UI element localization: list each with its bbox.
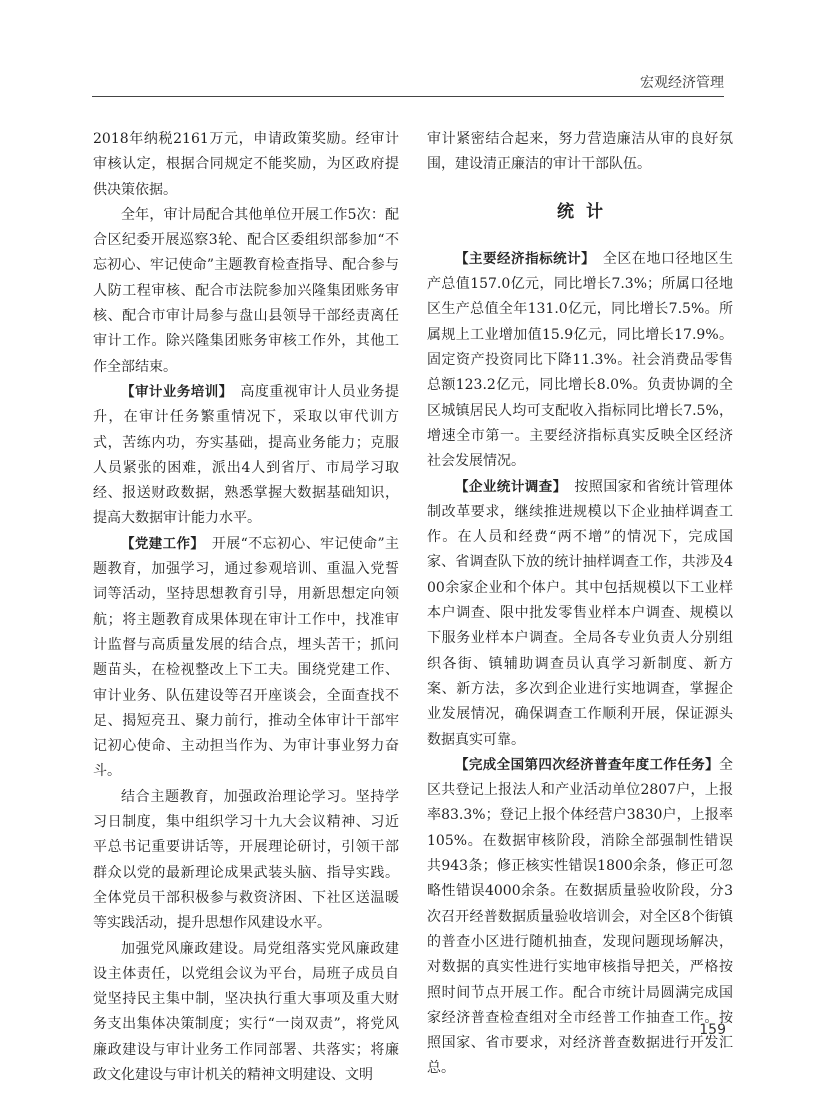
paragraph-text: 全区在地口径地区生产总值157.0亿元，同比增长7.3%；所属口径地区生产总值全年131.0亿元，同比增长7.5%。所属规上工业增加值15.9亿元，同比增长17.9%。固定资产投资同比下降11.3%。社会消费品零售总额123.2亿元，同比增长8.0%。负责协调的全区城镇居民人均可支配收入指标同比增长7.5%，增速全市第一。主要经济指标真实反映全区经济社会发展情况。 — [427, 250, 734, 470]
paragraph-text: 全区共登记上报法人和产业活动单位2807户，上报率83.3%；登记上报个体经营户3830户，上报率105%。在数据审核阶段，消除全部强制性错误共943条；修正核实性错误1800余条，修正可忽略性错误4000余条。在数据质量验收阶段，分3次召开经普数据质量验收培训会，对全区8个街镇的普查小区进行随机抽查，发现问题现场解决，对数据的真实性进行实地审核指导把关，严格按照时间节点开展工作。配合市统计局圆满完成国家经济普查检查组对全市经普工作抽查工作。按照国家、省市要求，对经济普查数据进行开发汇总。 — [427, 756, 733, 1077]
section-title: 统计 — [557, 201, 615, 222]
section-heading: 【完成全国第四次经济普查年度工作任务】 — [455, 756, 719, 773]
section-heading: 【企业统计调查】 — [455, 478, 560, 495]
page-number: 159 — [699, 1022, 726, 1038]
running-header-title: 宏观经济管理 — [640, 75, 724, 91]
left-column — [93, 127, 399, 1088]
section-heading: 【主要经济指标统计】 — [455, 250, 589, 267]
paragraph — [93, 785, 399, 937]
paragraph-text: 审计紧密结合起来，努力营造廉洁从审的良好氛围，建设清正廉洁的审计干部队伍。 — [427, 131, 733, 173]
paragraph — [93, 937, 399, 1089]
section-heading: 【审计业务培训】 — [121, 383, 226, 400]
paragraph — [427, 127, 733, 178]
paragraph-text: 按照国家和省统计管理体制改革要求，继续推进规模以下企业抽样调查工作。在人员和经费“两不增”的情况下，完成国家、省调查队下放的统计抽样调查工作，共涉及400余家企业和个体户。其中包括规模以下工业样本户调查、限中批发零售业样本户调查、规模以下服务业样本户调查。全局各专业负责人分别组织各街、镇辅助调查员认真学习新制度、新方案、新方法，多次到企业进行实地调查，掌握企业发展情况，确保调查工作顺利开展，保证源头数据真实可靠。 — [427, 478, 734, 748]
paragraph-text: 高度重视审计人员业务提升，在审计任务繁重情况下，采取以审代训方式，苦练内功，夯实基础，提高业务能力；克服人员紧张的困难，派出4人到省厅、市局学习取经、报送财政数据，熟悉掌握大数据基础知识，提高大数据审计能力水平。 — [93, 383, 400, 527]
section-heading: 【党建工作】 — [121, 535, 198, 552]
paragraph — [93, 532, 399, 785]
paragraph — [427, 753, 733, 1082]
paragraph — [93, 127, 399, 203]
paragraph-text: 开展“不忘初心、牢记使命”主题教育，加强学习，通过参观培训、重温入党誓词等活动，坚持思想教育引导，用新思想定向领航；将主题教育成果体现在审计工作中，找准审计监督与高质量发展的结合点，埋头苦干；抓问题苗头，在检视整改上下工夫。围绕党建工作、审计业务、队伍建设等召开座谈会，全面查找不足、揭短亮丑、聚力前行，推动全体审计干部牢记初心使命、主动担当作为、为审计事业努力奋斗。 — [93, 535, 399, 780]
paragraph-text: 全年，审计局配合其他单位开展工作5次：配合区纪委开展巡察3轮、配合区委组织部参加“不忘初心、牢记使命”主题教育检查指导、配合参与人防工程审核、配合市法院参加兴隆集团账务审核、配合市审计局参与盘山县领导干部经责离任审计工作。除兴隆集团账务审核工作外，其他工作全部结束。 — [93, 206, 399, 375]
paragraph-text: 加强党风廉政建设。局党组落实党风廉政建设主体责任，以党组会议为平台，局班子成员自觉坚持民主集中制，坚决执行重大事项及重大财务支出集体决策制度；实行“一岗双责”，将党风廉政建设与审计业务工作同部署、共落实；将廉政文化建设与审计机关的精神文明建设、文明 — [93, 940, 399, 1083]
paragraph — [93, 203, 399, 380]
paragraph — [427, 475, 733, 753]
right-column — [427, 127, 733, 1082]
paragraph-text: 结合主题教育，加强政治理论学习。坚持学习日制度，集中组织学习十九大会议精神、习近平总书记重要讲话等，开展理论研讨，引领干部群众以党的最新理论成果武装头脑、指导实践。全体党员干部积极参与救资济困、下社区送温暖等实践活动，提升思想作风建设水平。 — [93, 788, 399, 932]
paragraph — [93, 380, 399, 532]
paragraph-text: 2018年纳税2161万元，申请政策奖励。经审计审核认定，根据合同规定不能奖励，为区政府提供决策依据。 — [93, 131, 399, 198]
header-rule — [92, 96, 724, 97]
paragraph — [427, 247, 733, 475]
